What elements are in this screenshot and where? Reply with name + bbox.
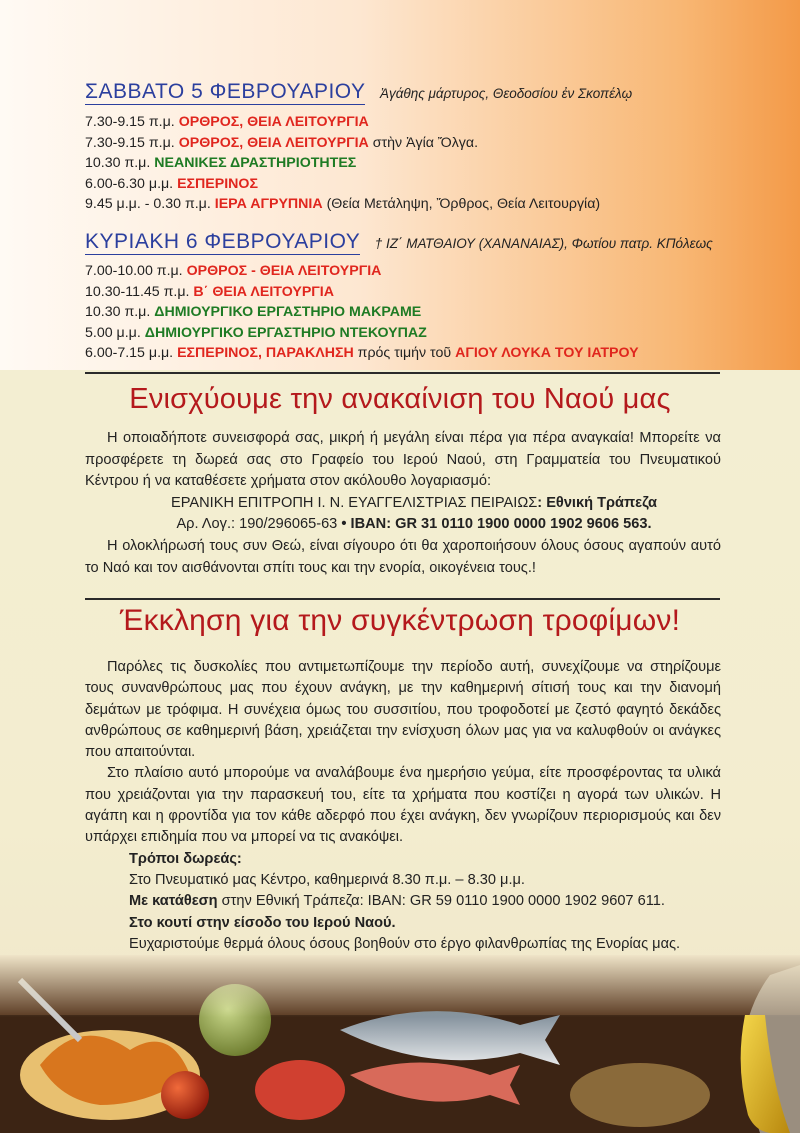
schedule-row (85, 112, 600, 133)
row-event-saint: ΑΓΙΟΥ ΛΟΥΚΑ ΤΟΥ ΙΑΤΡΟΥ (455, 345, 639, 361)
food-fade (0, 955, 800, 1133)
account-holder-line (85, 493, 721, 515)
donation-way-2-iban: στην Εθνική Τράπεζα: IBAN: GR 59 0110 1900 0000 1902 9607 611. (217, 893, 665, 910)
account-holder: ΕΡΑΝΙΚΗ ΕΠΙΤΡΟΠΗ Ι. Ν. ΕΥΑΓΓΕΛΙΣΤΡΙΑΣ ΠΕΙΡΑΙΩΣ (171, 494, 538, 511)
food-illustration (0, 955, 800, 1133)
renovation-intro: Η οποιαδήποτε συνεισφορά σας, μικρή ή μεγάλη είναι πέρα για πέρα αναγκαία! Μπορείτε να προσφέρετε τη δωρεά σας στο Γραφείο του Ιερού Ναού, στη Γραμματεία του Πνευματικού Κέντρου ή να καταθέσετε χρήματα στον ακόλουθο λογαριασμό: (85, 430, 721, 490)
row-note: πρός τιμήν τοῦ (357, 345, 452, 361)
row-event: ΕΣΠΕΡΙΝΟΣ, ΠΑΡΑΚΛΗΣΗ (177, 345, 354, 361)
sunday-title: ΚΥΡΙΑΚΗ 6 ΦΕΒΡΟΥΑΡΙΟΥ (85, 230, 361, 253)
row-time: 7.30-9.15 π.μ. (85, 114, 175, 130)
donation-ways-title: Τρόποι δωρεάς: (129, 850, 242, 867)
donation-way-2 (85, 891, 721, 912)
schedule-row (85, 153, 600, 174)
section-divider (85, 598, 720, 600)
row-time: 9.45 μ.μ. - 0.30 π.μ. (85, 196, 211, 212)
section-divider (85, 372, 720, 374)
schedule-row (85, 323, 639, 344)
row-event: ΟΡΘΡΟΣ, ΘΕΙΑ ΛΕΙΤΟΥΡΓΙΑ (178, 134, 369, 151)
row-note: στὴν Ἁγία Ὄλγα. (372, 134, 479, 151)
saturday-subtitle: Ἀγάθης μάρτυρος, Θεοδοσίου ἐν Σκοπέλῳ (379, 86, 633, 101)
row-note: (Θεία Μετάληψη, Ὄρθρος, Θεία Λειτουργία) (326, 196, 601, 212)
row-time: 7.00-10.00 π.μ. (85, 263, 183, 279)
food-para-1: Παρόλες τις δυσκολίες που αντιμετωπίζουμε την περίοδο αυτή, συνεχίζουμε να στηρίζουμε τους συνανθρώπους μας που έχουν ανάγκη, με την καθημερινή σίτισή τους και την διανομή δεμάτων με τρόφιμα. Η συνέχεια όμως του συσσιτίου, που τροφοδοτεί με ζεστό φαγητό δεκάδες ανθρώπους σε καθημερινή βάση, χρειάζεται την ενίσχυση όλων μας για να καλυφθούν οι ανάγκες που απαιτούνται. (85, 659, 721, 761)
renovation-closing: Η ολοκλήρωσή τους συν Θεώ, είναι σίγουρο ότι θα χαροποιήσουν όλους όσους αγαπούν αυτό το Ναό και τον αισθάνονται σπίτι τους και την ενορία, οικογένεια τους.! (85, 537, 721, 576)
sunday-subtitle: † ΙΖ΄ ΜΑΤΘΑΙΟΥ (ΧΑΝΑΝΑΙΑΣ), Φωτίου πατρ. ΚΠόλεως (374, 236, 713, 251)
row-event: ΟΡΘΡΟΣ - ΘΕΙΑ ΛΕΙΤΟΥΡΓΙΑ (186, 263, 382, 279)
donation-way-3: Στο κουτί στην είσοδο του Ιερού Ναού. (129, 914, 396, 931)
food-para-2: Στο πλαίσιο αυτό μπορούμε να αναλάβουμε ένα ημερήσιο γεύμα, είτε προσφέροντας τα υλικά που χρειάζονται για την παρασκευή του, είτε τα χρήματα που κοστίζει η αγορά των υλικών. Η αγάπη και η φροντίδα για τον κάθε αδερφό που έχει ανάγκη, δεν γνωρίζουν περιορισμούς και δεν υπάρχει επιδημία που να μπορεί να τις ανακόψει. (85, 765, 721, 846)
food-appeal-heading: Έκκληση για την συγκέντρωση τροφίμων! (119, 604, 681, 637)
sunday-header (85, 230, 713, 254)
row-time: 10.30-11.45 π.μ. (85, 283, 190, 300)
row-event: ΝΕΑΝΙΚΕΣ ΔΡΑΣΤΗΡΙΟΤΗΤΕΣ (154, 155, 357, 171)
schedule-row (85, 133, 600, 154)
row-event: ΙΕΡΑ ΑΓΡΥΠΝΙΑ (214, 196, 323, 212)
saturday-header (85, 80, 632, 104)
thanks-line: Ευχαριστούμε θερμά όλους όσους βοηθούν στο έργο φιλανθρωπίας της Ενορίας μας. (129, 935, 681, 952)
row-time: 5.00 μ.μ. (85, 324, 141, 341)
row-event: ΔΗΜΙΟΥΡΓΙΚΟ ΕΡΓΑΣΤΗΡΙΟ ΜΑΚΡΑΜΕ (154, 304, 422, 320)
donation-way-2-label: Με κατάθεση (129, 893, 218, 910)
saturday-schedule (85, 112, 600, 215)
row-time: 6.00-7.15 μ.μ. (85, 345, 174, 361)
row-event: ΟΡΘΡΟΣ, ΘΕΙΑ ΛΕΙΤΟΥΡΓΙΑ (178, 114, 369, 130)
row-event: Β΄ ΘΕΙΑ ΛΕΙΤΟΥΡΓΙΑ (193, 283, 334, 300)
bank-name: : Εθνική Τράπεζα (537, 494, 657, 511)
food-appeal-text (85, 657, 721, 955)
renovation-text (85, 428, 721, 579)
row-event: ΕΣΠΕΡΙΝΟΣ (177, 175, 258, 192)
row-event: ΔΗΜΙΟΥΡΓΙΚΟ ΕΡΓΑΣΤΗΡΙΟ ΝΤΕΚΟΥΠΑΖ (144, 324, 427, 341)
schedule-row (85, 302, 639, 323)
schedule-row (85, 174, 600, 195)
schedule-row (85, 194, 600, 215)
row-time: 6.00-6.30 μ.μ. (85, 175, 174, 192)
iban: • IBAN: GR 31 0110 1900 0000 1902 9606 563. (341, 516, 652, 533)
row-time: 7.30-9.15 π.μ. (85, 134, 175, 151)
sunday-schedule (85, 261, 639, 364)
schedule-row (85, 282, 639, 303)
donation-way-1: Στο Πνευματικό μας Κέντρο, καθημερινά 8.30 π.μ. – 8.30 μ.μ. (129, 871, 525, 888)
row-time: 10.30 π.μ. (85, 304, 151, 320)
schedule-row (85, 343, 639, 364)
row-time: 10.30 π.μ. (85, 155, 151, 171)
schedule-row (85, 261, 639, 282)
renovation-heading: Ενισχύουμε την ανακαίνιση του Ναού μας (129, 383, 671, 415)
saturday-title: ΣΑΒΒΑΤΟ 5 ΦΕΒΡΟΥΑΡΙΟΥ (85, 80, 366, 103)
account-number: Αρ. Λογ.: 190/296065-63 (176, 516, 338, 533)
account-number-line (85, 514, 721, 536)
